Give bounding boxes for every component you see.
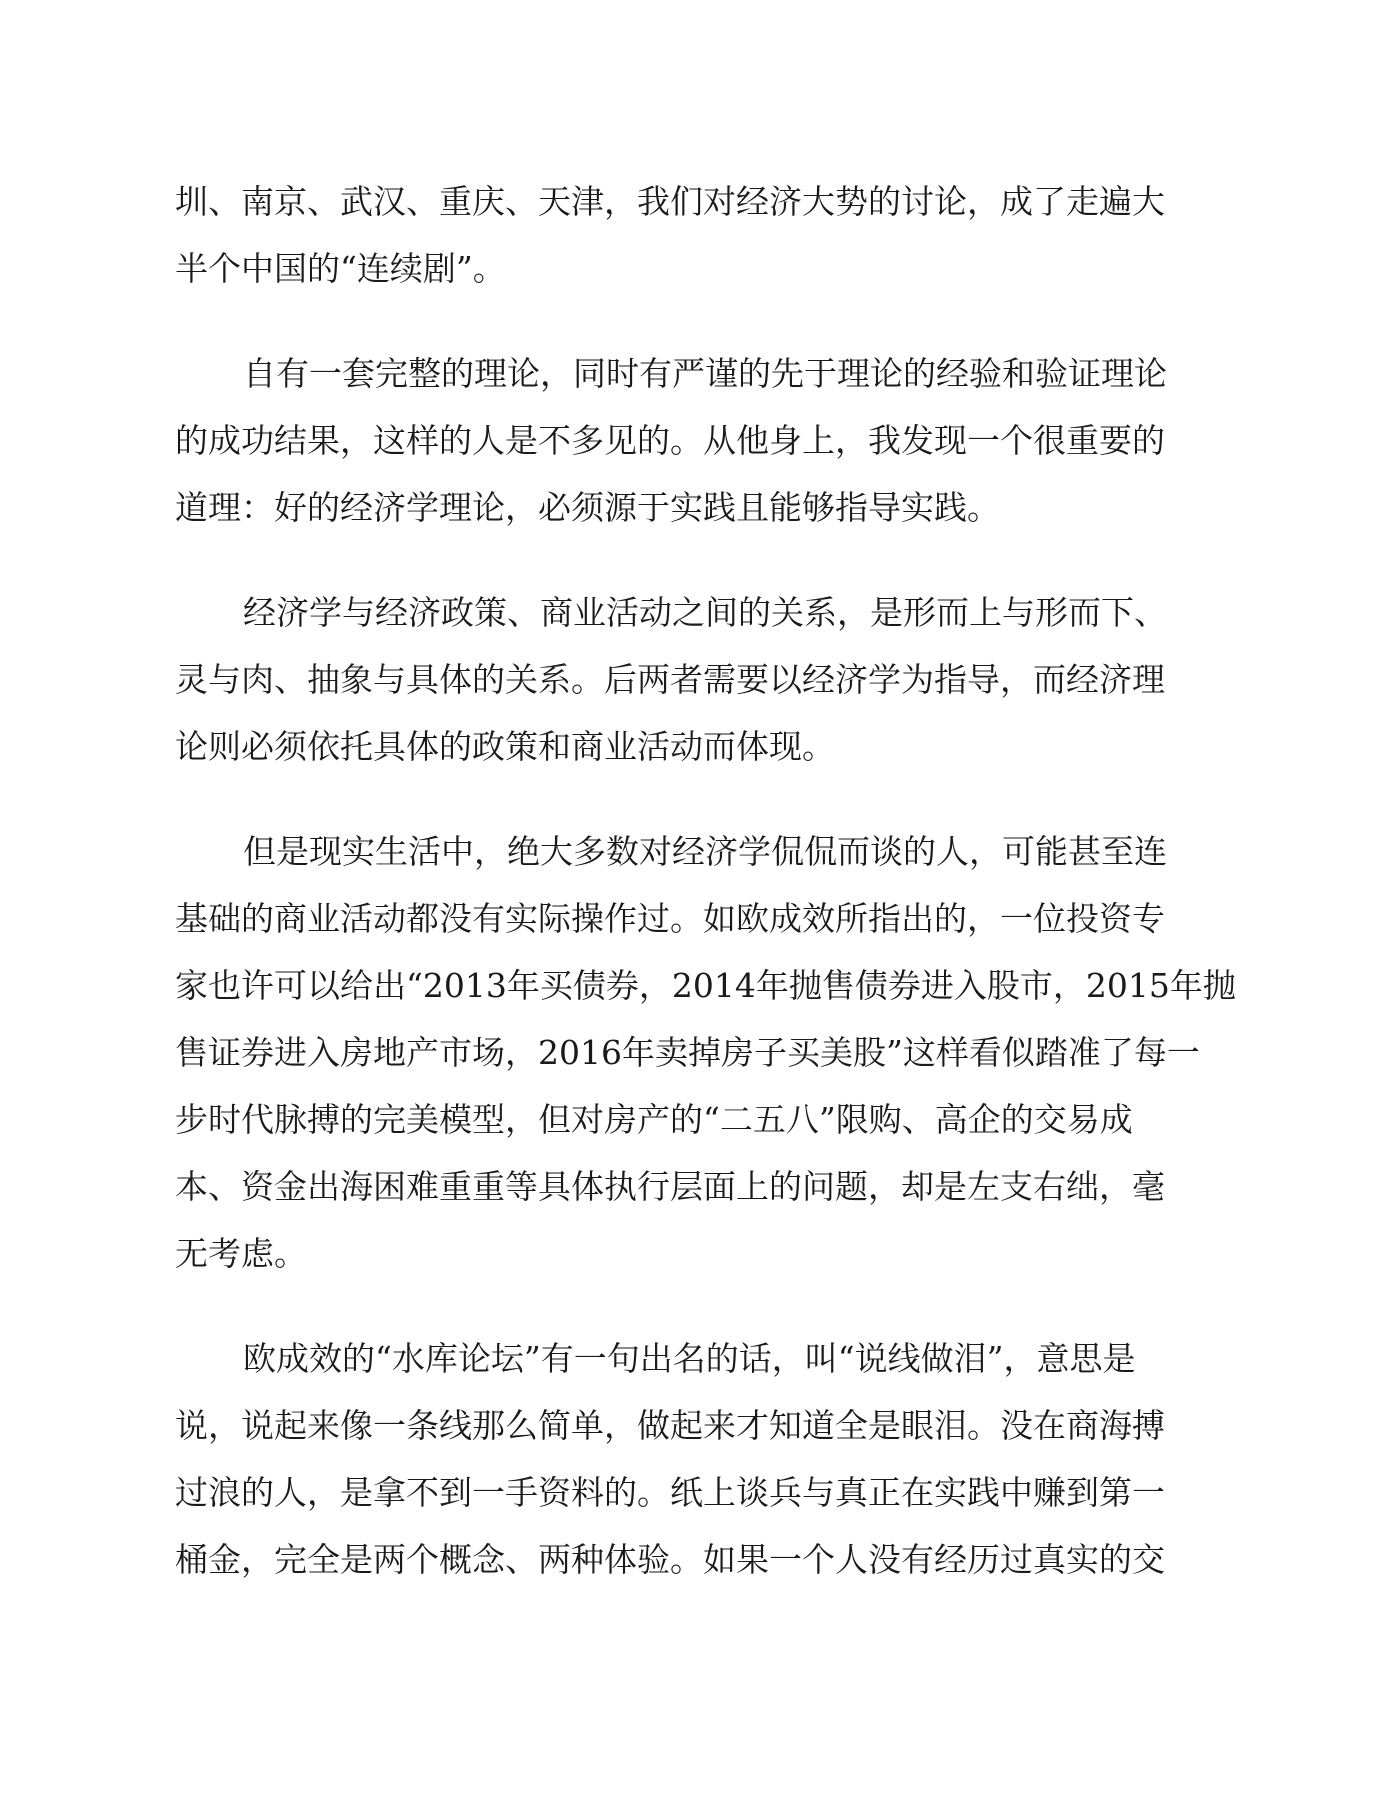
text-line: 但是现实生活中，绝大多数对经济学侃侃而谈的人，可能甚至连 [243,832,1167,871]
paragraph-1 [175,168,1225,302]
text-line: 道理：好的经济学理论，必须源于实践且能够指导实践。 [175,488,1000,527]
text-line: 欧成效的“水库论坛”有一句出名的话，叫“说线做泪”，意思是 [243,1339,1136,1378]
text-line: 论则必须依托具体的政策和商业活动而体现。 [175,727,835,766]
text-line: 步时代脉搏的完美模型，但对房产的“二五八”限购、高企的交易成 [175,1100,1133,1139]
text-line: 说，说起来像一条线那么简单，做起来才知道全是眼泪。没在商海搏 [175,1406,1165,1445]
text-line: 售证券进入房地产市场，2016年卖掉房子买美股”这样看似踏准了每一 [175,1033,1200,1072]
text-line: 无考虑。 [175,1234,307,1273]
paragraph-5 [175,1325,1225,1593]
text-line: 家也许可以给出“2013年买债券，2014年抛售债券进入股市，2015年抛 [175,966,1236,1005]
paragraph-2 [175,340,1225,541]
text-line: 本、资金出海困难重重等具体执行层面上的问题，却是左支右绌，毫 [175,1167,1165,1206]
text-line: 半个中国的“连续剧”。 [175,249,506,288]
text-line: 灵与肉、抽象与具体的关系。后两者需要以经济学为指导，而经济理 [175,660,1165,699]
text-line: 的成功结果，这样的人是不多见的。从他身上，我发现一个很重要的 [175,421,1165,460]
paragraph-3 [175,579,1225,780]
paragraph-4 [175,818,1236,1287]
body-text [175,168,1236,1631]
text-line: 自有一套完整的理论，同时有严谨的先于理论的经验和验证理论 [243,354,1167,393]
text-line: 圳、南京、武汉、重庆、天津，我们对经济大势的讨论，成了走遍大 [175,182,1165,221]
text-line: 桶金，完全是两个概念、两种体验。如果一个人没有经历过真实的交 [175,1540,1165,1579]
text-line: 过浪的人，是拿不到一手资料的。纸上谈兵与真正在实践中赚到第一 [175,1473,1165,1512]
text-line: 经济学与经济政策、商业活动之间的关系，是形而上与形而下、 [243,593,1167,632]
text-line: 基础的商业活动都没有实际操作过。如欧成效所指出的，一位投资专 [175,899,1165,938]
